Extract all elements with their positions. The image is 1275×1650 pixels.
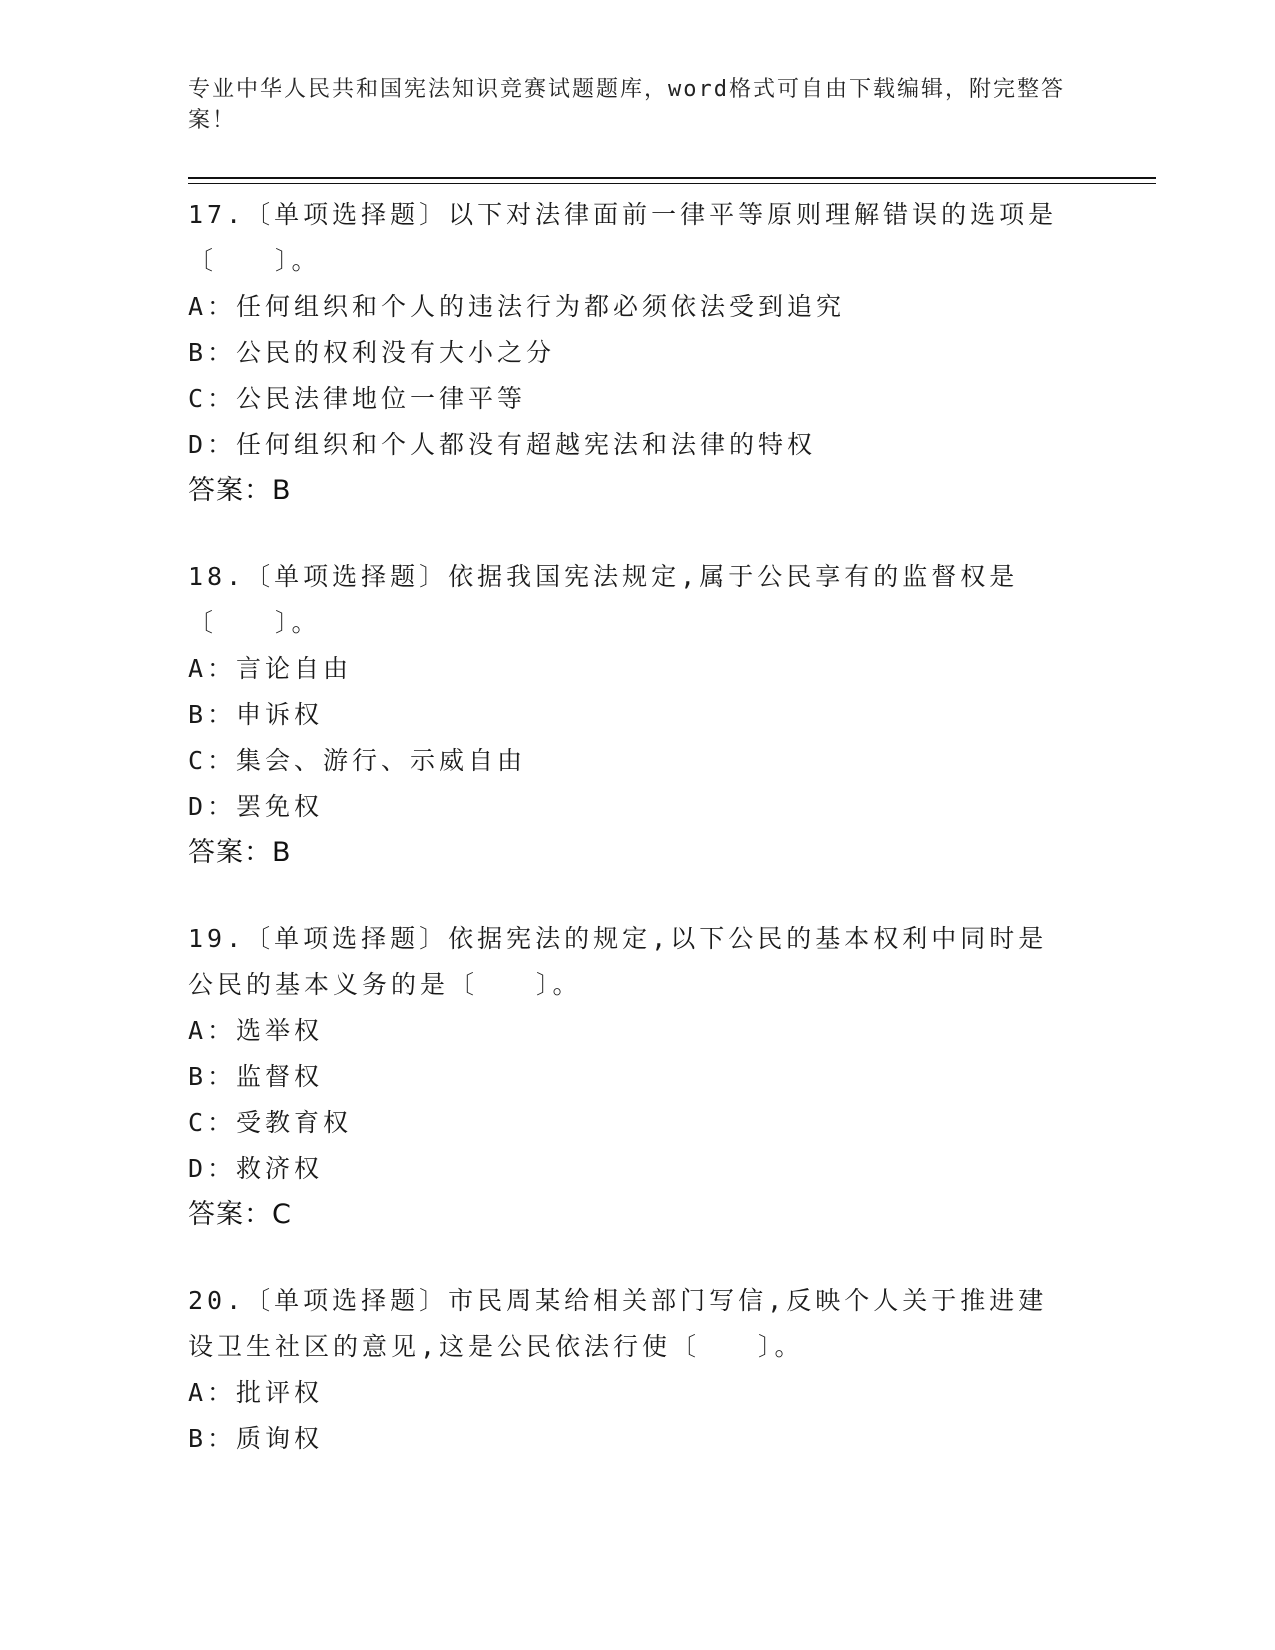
- option-d: D：任何组织和个人都没有超越宪法和法律的特权: [188, 430, 817, 459]
- question-text: 20.〔单项选择题〕市民周某给相关部门写信,反映个人关于推进建设卫生社区的意见,这是公民依法行使〔 〕。: [188, 1286, 1048, 1361]
- answer-line: 答案：C: [188, 1199, 292, 1230]
- option-b: B：监督权: [188, 1062, 324, 1091]
- option-d: D：罢免权: [188, 792, 324, 821]
- answer-line: 答案：B: [188, 475, 292, 506]
- option-a: A：批评权: [188, 1378, 324, 1407]
- option-c: C：公民法律地位一律平等: [188, 384, 527, 413]
- question-text: 17.〔单项选择题〕以下对法律面前一律平等原则理解错误的选项是〔 〕。: [188, 200, 1058, 275]
- question-17: [188, 192, 1088, 514]
- option-a: A：言论自由: [188, 654, 353, 683]
- question-text: 18.〔单项选择题〕依据我国宪法规定,属于公民享有的监督权是〔 〕。: [188, 562, 1019, 637]
- option-c: C：受教育权: [188, 1108, 353, 1137]
- option-d: D：救济权: [188, 1154, 324, 1183]
- option-a: A：选举权: [188, 1016, 324, 1045]
- document-header: 专业中华人民共和国宪法知识竞赛试题题库，word格式可自由下载编辑，附完整答案！: [188, 77, 1065, 133]
- option-b: B：质询权: [188, 1424, 324, 1453]
- option-a: A：任何组织和个人的违法行为都必须依法受到追究: [188, 292, 846, 321]
- question-text: 19.〔单项选择题〕依据宪法的规定,以下公民的基本权利中同时是公民的基本义务的是〔 〕。: [188, 924, 1048, 999]
- question-20: [188, 1278, 1088, 1462]
- option-b: B：公民的权利没有大小之分: [188, 338, 556, 367]
- option-b: B：申诉权: [188, 700, 324, 729]
- question-19: [188, 916, 1088, 1238]
- question-list: [188, 192, 1088, 1502]
- header-rule-thick: [188, 177, 1156, 179]
- option-c: C：集会、游行、示威自由: [188, 746, 527, 775]
- question-18: [188, 554, 1088, 876]
- header-rule-thin: [188, 183, 1156, 184]
- answer-line: 答案：B: [188, 837, 292, 868]
